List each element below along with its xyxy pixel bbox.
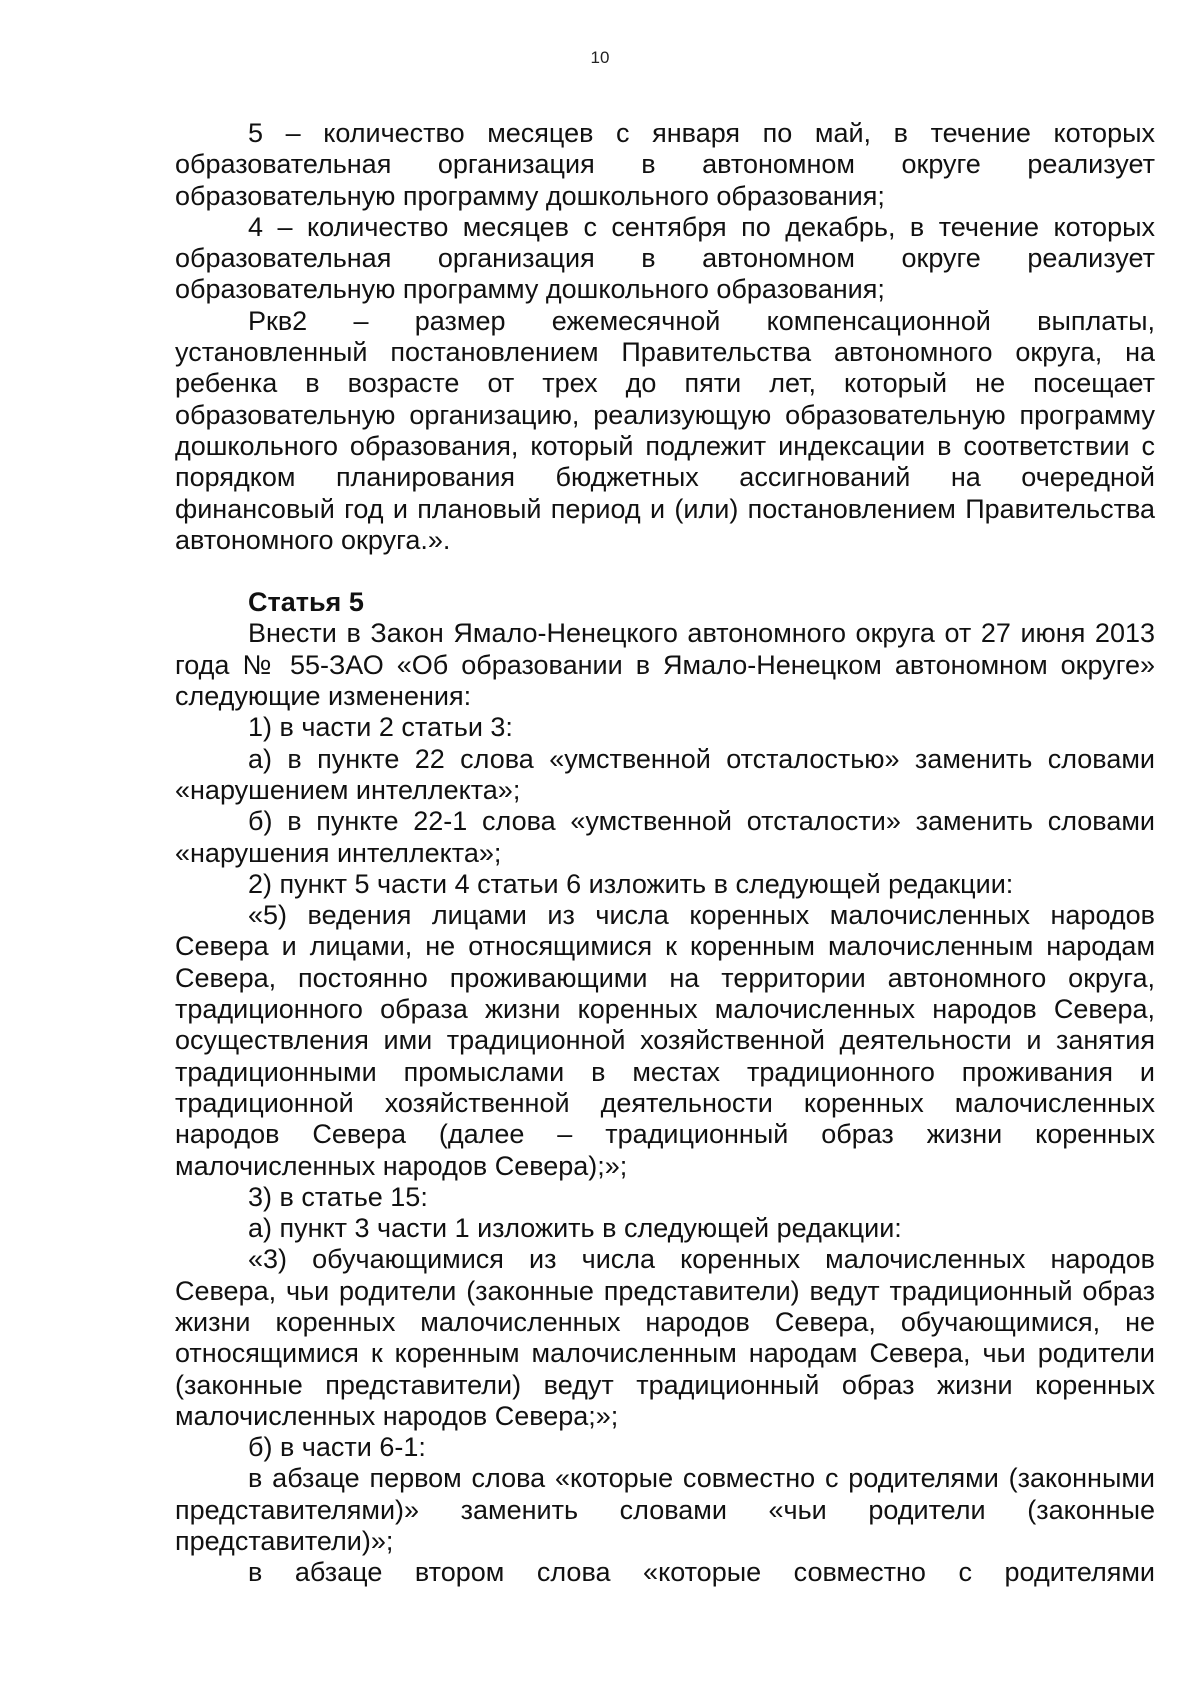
paragraph: 4 – количество месяцев с сентября по декабрь, в течение которых образовательная организация в автономном округе реализует образовательную программу дошкольного образования; (175, 211, 1155, 305)
paragraph: 5 – количество месяцев с января по май, в течение которых образовательная организация в автономном округе реализует образовательную программу дошкольного образования; (175, 118, 1155, 211)
paragraph: в абзаце первом слова «которые совместно с родителями (законными представителями)» заменить словами «чьи родители (законные представители)»; (175, 1463, 1155, 1557)
paragraph: а) в пункте 22 слова «умственной отсталостью» заменить словами «нарушением интеллекта»; (175, 743, 1155, 805)
paragraph: а) пункт 3 части 1 изложить в следующей редакции: (248, 1213, 902, 1244)
paragraph: «5) ведения лицами из числа коренных малочисленных народов Севера и лицами, не относящимися к коренным малочисленным народам Севера, постоянно проживающими на территории автономного округа, традиционного образа жизни коренных малочисленных народов Севера, осуществления ими традиционной хозяйственной деятельности и занятия традиционными промыслами в местах традиционного проживания и традиционной хозяйственной деятельности коренных малочисленных народов Севера (далее – традиционный образ жизни коренных малочисленных народов Севера);»; (175, 900, 1155, 1181)
paragraph: б) в части 6-1: (248, 1432, 426, 1463)
document-body (175, 118, 1155, 1589)
paragraph: б) в пункте 22-1 слова «умственной отсталости» заменить словами «нарушения интеллекта»; (175, 806, 1155, 868)
paragraph: Ркв2 – размер ежемесячной компенсационной выплаты, установленный постановлением Правительства автономного округа, на ребенка в возрасте от трех до пяти лет, который не посещает образовательную организацию, реализующую образовательную программу дошкольного образования, который подлежит индексации в соответствии с порядком планирования бюджетных ассигнований на очередной финансовый год и плановый период и (или) постановлением Правительства автономного округа.». (175, 305, 1155, 555)
article-heading: Статья 5 (248, 587, 364, 618)
paragraph: 1) в части 2 статьи 3: (248, 712, 513, 743)
paragraph: Внести в Закон Ямало-Ненецкого автономного округа от 27 июня 2013 года № 55-ЗАО «Об образовании в Ямало-Ненецком автономном округе» следующие изменения: (175, 618, 1155, 712)
paragraph: «3) обучающимися из числа коренных малочисленных народов Севера, чьи родители (законные представители) ведут традиционный образ жизни коренных малочисленных народов Севера, обучающимися, не относящимися к коренным малочисленным народам Севера, чьи родители (законные представители) ведут традиционный образ жизни коренных малочисленных народов Севера;»; (175, 1244, 1155, 1431)
page-number: 10 (590, 48, 610, 67)
paragraph: 2) пункт 5 части 4 статьи 6 изложить в следующей редакции: (248, 868, 1014, 899)
paragraph: 3) в статье 15: (248, 1181, 428, 1212)
paragraph-truncated: в абзаце втором слова «которые совместно с родителями (248, 1557, 1155, 1588)
